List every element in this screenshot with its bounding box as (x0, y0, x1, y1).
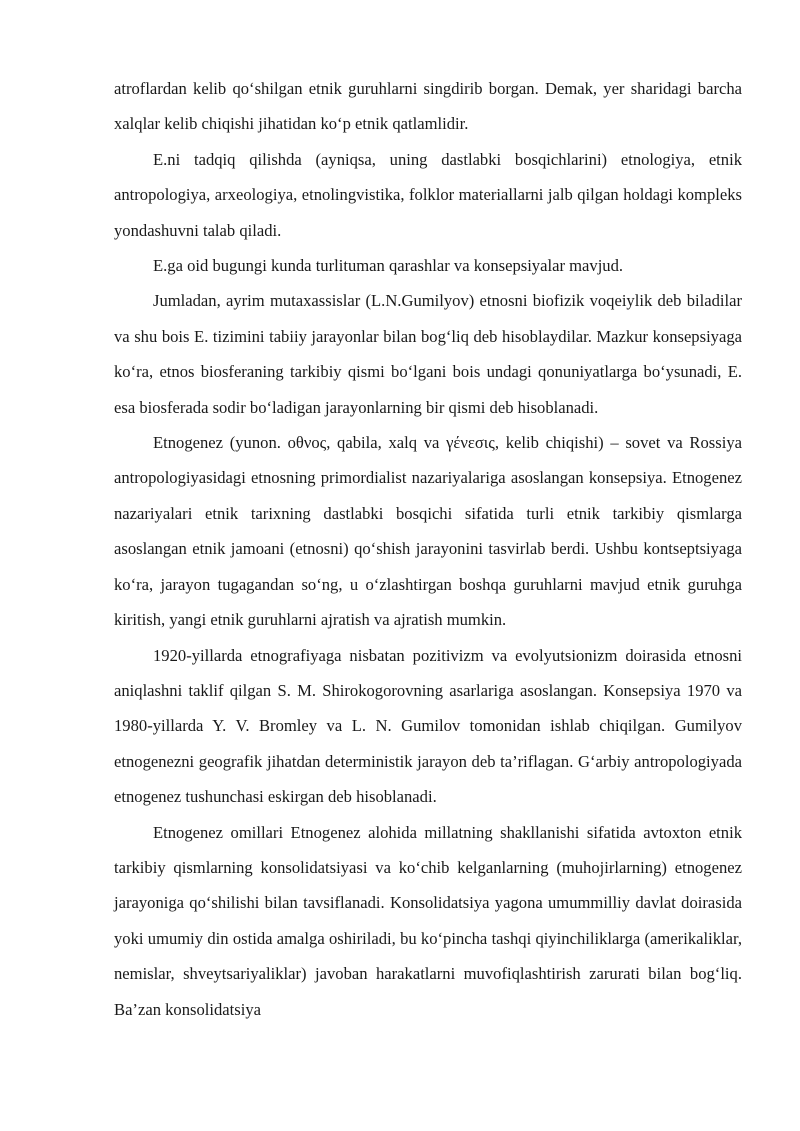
document-page (114, 71, 742, 1027)
paragraph-views: E.ga oid bugungi kunda turlituman qarashlar va konsepsiyalar mavjud. (153, 256, 624, 276)
paragraph-factors: Etnogenez omillari Etnogenez alohida millatning shakllanishi sifatida avtoxton etnik tarkibiy qismlarning konsolidatsiyasi va ko‘chib kelganlarning (muhojirlarning) etnogenez jarayoniga qo‘shilishi bilan tavsiflanadi. Konsolidatsiya yagona umummilliy davlat doirasida yoki umumiy din ostida amalga oshiriladi, bu ko‘pincha tashqi qiyinchiliklarga (amerikaliklar, nemislar, shveytsariyaliklar) javoban harakatlarni muvofiqlashtirish zarurati bilan bog‘liq. Ba’zan konsolidatsiya (114, 822, 742, 1019)
paragraph-research-approach: E.ni tadqiq qilishda (ayniqsa, uning dastlabki bosqichlarini) etnologiya, etnik antropologiya, arxeologiya, etnolingvistika, folklor materiallarni jalb qilgan holdagi kompleks yondashuvni talab qiladi. (114, 149, 742, 240)
paragraph-history: 1920-yillarda etnografiyaga nisbatan pozitivizm va evolyutsionizm doirasida etnosni aniqlashni taklif qilgan S. M. Shirokogorovning asarlariga asoslangan. Konsepsiya 1970 va 1980-yillarda Y. V. Bromley va L. N. Gumilov tomonidan ishlab chiqilgan. Gumilyov etnogenezni geografik jihatdan deterministik jarayon deb ta’riflagan. G‘arbiy antropologiyada etnogenez tushunchasi eskirgan deb hisoblanadi. (114, 645, 742, 807)
paragraph-etnogenez-definition: Etnogenez (yunon. οθνος, qabila, xalq va γένεσις, kelib chiqishi) – sovet va Rossiya antropologiyasidagi etnosning primordialist nazariyalariga asoslangan konsepsiya. Etnogenez nazariyalari etnik tarixning dastlabki bosqichi sifatida turli etnik tarkibiy qismlarga asoslangan etnik jamoani (etnosni) qo‘shish jarayonini tasvirlab berdi. Ushbu kontseptsiyaga ko‘ra, jarayon tugagandan so‘ng, u o‘zlashtirgan boshqa guruhlarni mavjud etnik guruhga kiritish, yangi etnik guruhlarni ajratish va ajratish mumkin. (114, 433, 742, 630)
paragraph-gumilyov: Jumladan, ayrim mutaxassislar (L.N.Gumilyov) etnosni biofizik voqeiylik deb biladilar va shu bois E. tizimini tabiiy jarayonlar bilan bog‘liq deb hisoblaydilar. Mazkur konsepsiyaga ko‘ra, etnos biosferaning tarkibiy qismi bo‘lgani bois undagi qonuniyatlarga bo‘ysunadi, E. esa biosferada sodir bo‘ladigan jarayonlarning bir qismi deb hisoblanadi. (114, 291, 742, 417)
paragraph-continuation: atroflardan kelib qo‘shilgan etnik guruhlarni singdirib borgan. Demak, yer sharidagi barcha xalqlar kelib chiqishi jihatidan ko‘p etnik qatlamlidir. (114, 79, 742, 134)
